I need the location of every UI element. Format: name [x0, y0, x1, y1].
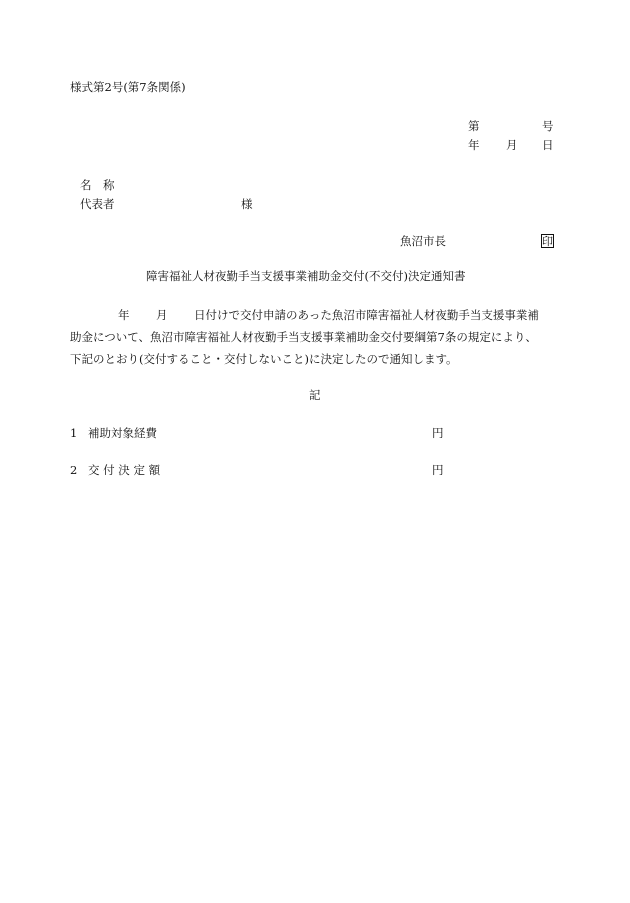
recipient-honorific: 様	[241, 197, 253, 211]
item-2-unit: 円	[432, 463, 444, 477]
item-1-label: 補助対象経費	[88, 426, 157, 440]
doc-number-prefix: 第	[468, 119, 480, 133]
form-number: 様式第2号(第7条関係)	[70, 80, 186, 94]
doc-number-suffix: 号	[542, 119, 554, 133]
body-line-2: 助金について、魚沼市障害福祉人材夜勤手当支援事業補助金交付要綱第7条の規定により、	[70, 330, 537, 344]
body-line1-rest: 日付けで交付申請のあった魚沼市障害福祉人材夜勤手当支援事業補	[194, 308, 539, 322]
ki-heading: 記	[309, 388, 321, 402]
item-1-unit: 円	[432, 426, 444, 440]
item-2-label: 交 付 決 定 額	[88, 463, 161, 477]
date-day: 日	[542, 138, 554, 152]
issuer-title: 魚沼市長	[400, 234, 446, 248]
seal-box: 印	[542, 235, 553, 248]
date-year: 年	[468, 138, 480, 152]
body-year: 年	[118, 308, 130, 322]
recipient-name-label: 名 称	[80, 178, 115, 192]
body-line-3: 下記のとおり(交付すること・交付しないこと)に決定したので通知します。	[70, 352, 458, 366]
body-month: 月	[156, 308, 168, 322]
recipient-rep-label: 代表者	[80, 197, 115, 211]
document-title: 障害福祉人材夜勤手当支援事業補助金交付(不交付)決定通知書	[146, 269, 466, 283]
date-month: 月	[506, 138, 518, 152]
item-2-number: 2	[70, 463, 78, 477]
item-1-number: 1	[70, 426, 78, 440]
